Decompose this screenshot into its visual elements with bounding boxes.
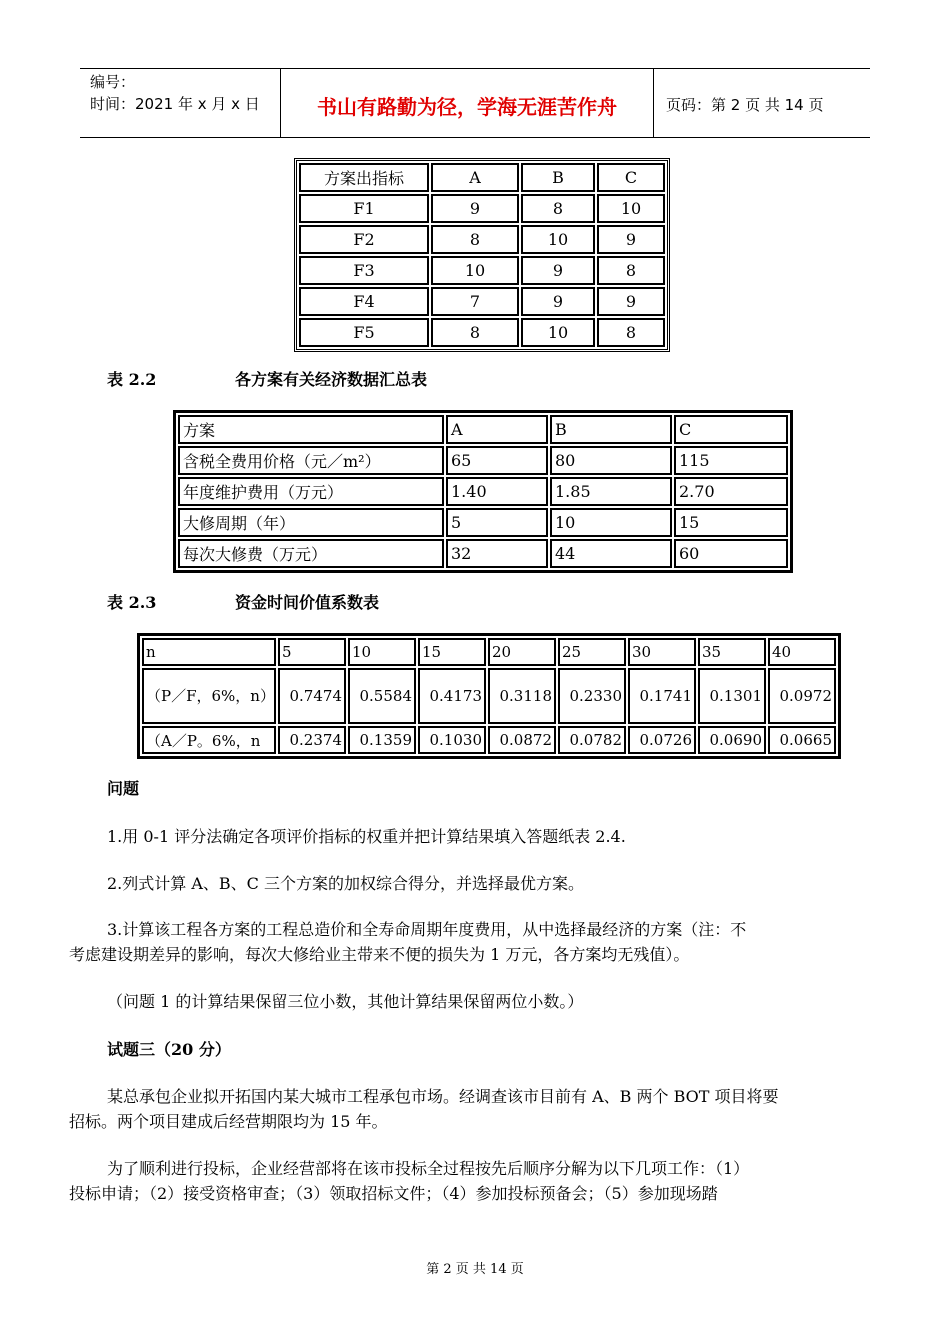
table-header-cell: 30: [628, 638, 696, 666]
question-2: 2.列式计算 A、B、C 三个方案的加权综合得分，并选择最优方案。: [107, 874, 584, 893]
rounding-note: （问题 1 的计算结果保留三位小数，其他计算结果保留两位小数。）: [107, 992, 584, 1011]
table-cell: 大修周期（年）: [178, 508, 444, 537]
table-header-cell: 40: [768, 638, 836, 666]
section-heading: 试题三（20 分）: [107, 1040, 231, 1059]
table-header-cell: 10: [348, 638, 416, 666]
table-cell: 1.40: [446, 477, 548, 506]
table-cell: 60: [674, 539, 788, 568]
table-cell: 0.1301: [698, 668, 766, 724]
table-cell: 0.0726: [628, 726, 696, 754]
table-header-cell: 方案出指标: [299, 163, 429, 192]
page-header: [80, 68, 870, 138]
document-date: 时间：2021 年 x 月 x 日: [90, 95, 260, 113]
table-cell: 8: [597, 256, 665, 285]
table-row: [299, 256, 665, 285]
table-cell: 0.0872: [488, 726, 556, 754]
score-table: [294, 158, 670, 352]
document-number: 编号：: [90, 73, 136, 91]
table-cell: 65: [446, 446, 548, 475]
table-cell: 0.0972: [768, 668, 836, 724]
table-caption-2-2: [107, 367, 428, 390]
table-cell: 8: [431, 225, 519, 254]
table-cell: 0.1741: [628, 668, 696, 724]
question-3-line-2: 考虑建设期差异的影响，每次大修给业主带来不便的损失为 1 万元，各方案均无残值）。: [69, 945, 690, 964]
table-row: [299, 225, 665, 254]
table-row: [178, 477, 788, 506]
table-cell: 5: [446, 508, 548, 537]
table-cell: 115: [674, 446, 788, 475]
table-header-cell: C: [597, 163, 665, 192]
table-cell: 32: [446, 539, 548, 568]
paragraph-2-line-1: 为了顺利进行投标，企业经营部将在该市投标全过程按先后顺序分解为以下几项工作：（1）: [107, 1159, 750, 1178]
table-cell: 10: [431, 256, 519, 285]
table-cell: 2.70: [674, 477, 788, 506]
table-cell: 9: [597, 287, 665, 316]
table-header-cell: A: [431, 163, 519, 192]
caption-number: 表 2.2: [107, 370, 157, 389]
table-cell: 0.2330: [558, 668, 626, 724]
table-header-cell: B: [550, 415, 672, 444]
motto: 书山有路勤为径，学海无涯苦作舟: [317, 95, 617, 119]
table-cell: 10: [521, 318, 595, 347]
table-row: [178, 539, 788, 568]
table-cell: 10: [521, 225, 595, 254]
table-cell: 0.0782: [558, 726, 626, 754]
table-row: [142, 726, 836, 754]
table-cell: 15: [674, 508, 788, 537]
page-footer: 第 2 页 共 14 页: [426, 1262, 524, 1277]
table-cell: 每次大修费（万元）: [178, 539, 444, 568]
page-indicator: 页码：第 2 页 共 14 页: [666, 96, 824, 114]
table-cell: 0.4173: [418, 668, 486, 724]
table-header-row: [142, 638, 836, 666]
table-cell: F1: [299, 194, 429, 223]
header-info-cell: [80, 69, 281, 137]
table-cell: （A／P。6%，n: [142, 726, 276, 754]
table-header-row: [299, 163, 665, 192]
table-row: [178, 446, 788, 475]
table-cell: 8: [521, 194, 595, 223]
table-header-cell: 20: [488, 638, 556, 666]
table-header-cell: 15: [418, 638, 486, 666]
table-cell: F3: [299, 256, 429, 285]
table-cell: 8: [431, 318, 519, 347]
table-cell: 含税全费用价格（元／m²）: [178, 446, 444, 475]
table-cell: 80: [550, 446, 672, 475]
paragraph-1-line-2: 招标。两个项目建成后经营期限均为 15 年。: [69, 1112, 388, 1131]
table-row: [299, 318, 665, 347]
table-cell: 0.5584: [348, 668, 416, 724]
table-cell: 10: [550, 508, 672, 537]
table-cell: 0.7474: [278, 668, 346, 724]
question-1: 1.用 0-1 评分法确定各项评价指标的权重并把计算结果填入答题纸表 2.4.: [107, 827, 626, 846]
table-cell: 9: [431, 194, 519, 223]
table-caption-2-3: [107, 590, 380, 613]
economic-data-table: [173, 410, 793, 573]
caption-title: 各方案有关经济数据汇总表: [235, 370, 428, 389]
table-header-cell: C: [674, 415, 788, 444]
table-cell: （P／F，6%，n）: [142, 668, 276, 724]
table-cell: 0.1030: [418, 726, 486, 754]
table-header-cell: 方案: [178, 415, 444, 444]
table-cell: F2: [299, 225, 429, 254]
table-cell: 9: [521, 287, 595, 316]
table-cell: 9: [597, 225, 665, 254]
table-cell: 0.0690: [698, 726, 766, 754]
table-row: [299, 194, 665, 223]
paragraph-1-line-1: 某总承包企业拟开拓国内某大城市工程承包市场。经调查该市目前有 A、B 两个 BOT 项目将要: [107, 1087, 779, 1106]
time-value-table: [137, 633, 841, 759]
table-header-cell: 35: [698, 638, 766, 666]
table-cell: 9: [521, 256, 595, 285]
header-page-cell: [654, 69, 870, 137]
table-cell: F5: [299, 318, 429, 347]
table-row: [142, 668, 836, 724]
table-cell: 7: [431, 287, 519, 316]
question-3-line-1: 3.计算该工程各方案的工程总造价和全寿命周期年度费用，从中选择最经济的方案（注：不: [107, 920, 747, 939]
table-cell: 年度维护费用（万元）: [178, 477, 444, 506]
table-header-row: [178, 415, 788, 444]
table-cell: F4: [299, 287, 429, 316]
table-header-cell: B: [521, 163, 595, 192]
table-cell: 44: [550, 539, 672, 568]
table-cell: 1.85: [550, 477, 672, 506]
table-cell: 0.1359: [348, 726, 416, 754]
table-header-cell: n: [142, 638, 276, 666]
table-cell: 8: [597, 318, 665, 347]
header-motto-cell: [281, 69, 654, 137]
table-header-cell: A: [446, 415, 548, 444]
table-row: [178, 508, 788, 537]
table-header-cell: 25: [558, 638, 626, 666]
questions-heading: 问题: [107, 779, 140, 798]
caption-number: 表 2.3: [107, 593, 157, 612]
table-cell: 0.0665: [768, 726, 836, 754]
table-cell: 0.2374: [278, 726, 346, 754]
table-header-cell: 5: [278, 638, 346, 666]
table-row: [299, 287, 665, 316]
paragraph-2-line-2: 投标申请；（2）接受资格审查；（3）领取招标文件；（4）参加投标预备会；（5）参加现场踏: [69, 1184, 718, 1203]
table-cell: 10: [597, 194, 665, 223]
caption-title: 资金时间价值系数表: [235, 593, 380, 612]
table-cell: 0.3118: [488, 668, 556, 724]
